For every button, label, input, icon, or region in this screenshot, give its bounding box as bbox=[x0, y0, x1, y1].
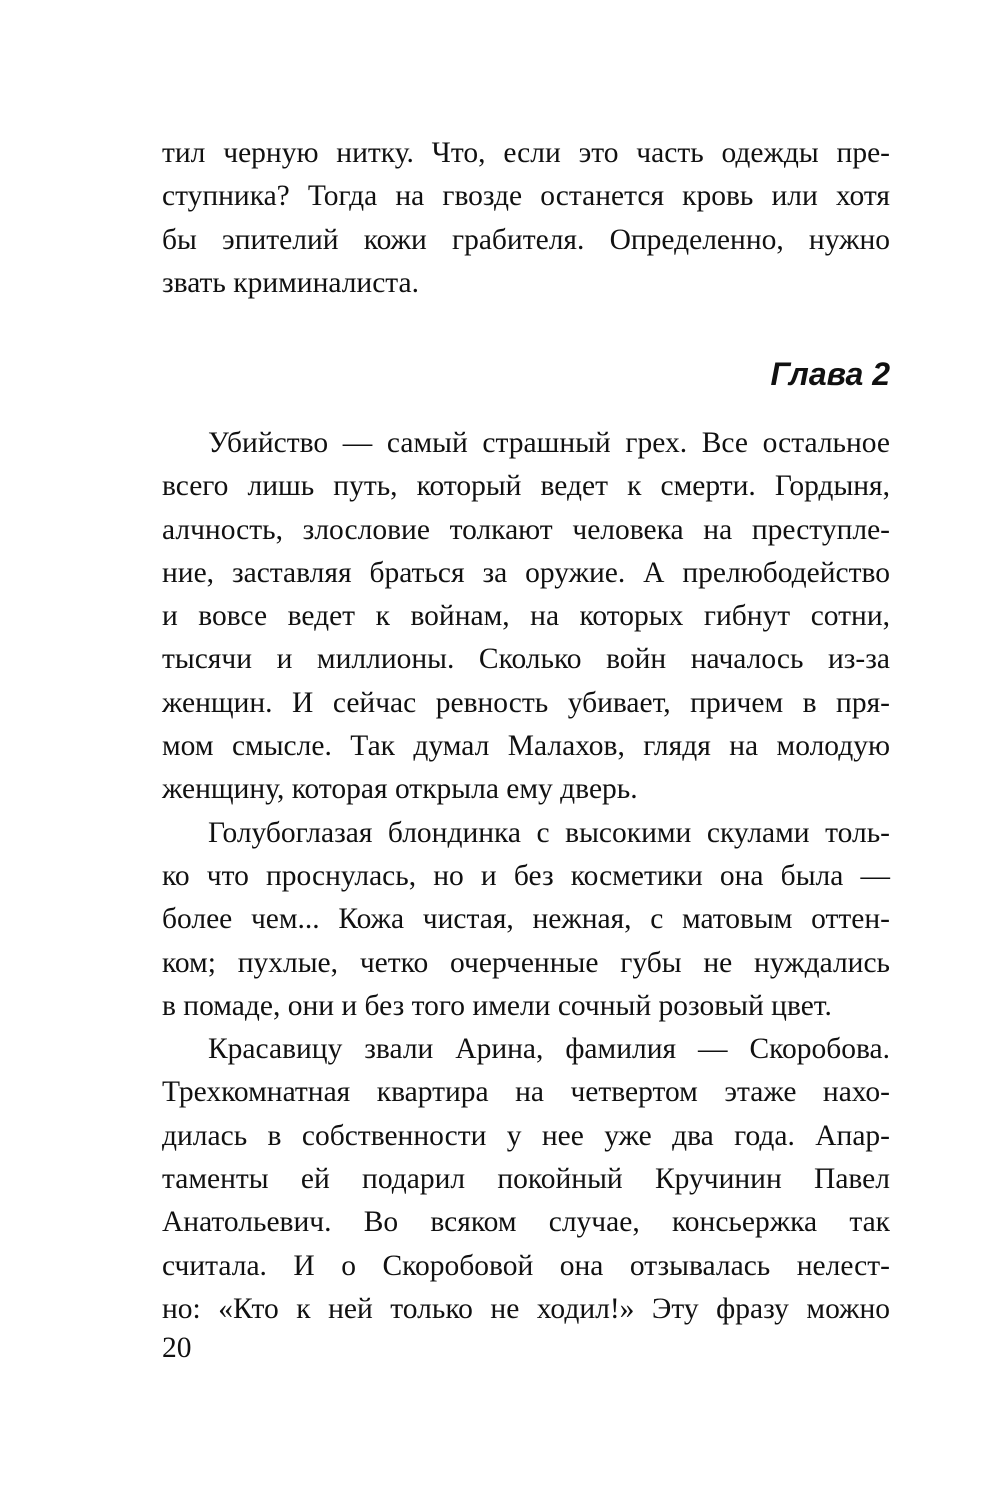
text-line: алчность, злословие толкают человека на преступле- bbox=[162, 513, 890, 546]
text-line: тил черную нитку. Что, если это часть одежды пре- bbox=[162, 137, 890, 169]
text-line: Трехкомнатная квартира на четвертом этаже нахо- bbox=[162, 1076, 890, 1109]
text-line: женщину, которая открыла ему дверь. bbox=[162, 773, 638, 806]
text-line: более чем... Кожа чистая, нежная, с матовым оттен- bbox=[162, 903, 890, 936]
text-line: Анатольевич. Во всяком случае, консьержка так bbox=[162, 1206, 890, 1239]
text-line: но: «Кто к ней только не ходил!» Эту фразу можно bbox=[162, 1292, 890, 1325]
text-line: тысячи и миллионы. Сколько войн началось из-за bbox=[162, 643, 890, 676]
text-line: ком; пухлые, четко очерченные губы не нуждались bbox=[162, 946, 890, 979]
text-line: таменты ей подарил покойный Кручинин Павел bbox=[162, 1163, 890, 1196]
text-line: ступника? Тогда на гвозде останется кровь или хотя bbox=[162, 180, 890, 213]
text-line: Голубоглазая блондинка с высокими скулами толь- bbox=[208, 816, 890, 849]
text-line: Красавицу звали Арина, фамилия — Скоробова. bbox=[208, 1033, 890, 1066]
text-line: мом смысле. Так думал Малахов, глядя на молодую bbox=[162, 730, 890, 763]
page-number: 20 bbox=[162, 1332, 192, 1364]
chapter-heading: Глава 2 bbox=[770, 356, 890, 392]
text-line: Убийство — самый страшный грех. Все остальное bbox=[208, 427, 890, 459]
text-line: считала. И о Скоробовой она отзывалась нелест- bbox=[162, 1249, 890, 1282]
chapter-body bbox=[162, 422, 890, 1331]
text-line: бы эпителий кожи грабителя. Определенно, нужно bbox=[162, 223, 890, 256]
text-line: ние, заставляя браться за оружие. А прелюбодейство bbox=[162, 556, 890, 589]
text-line: ко что проснулась, но и без косметики она была — bbox=[162, 859, 890, 892]
text-line: всего лишь путь, который ведет к смерти. Гордыня, bbox=[162, 470, 890, 503]
text-line: в помаде, они и без того имели сочный розовый цвет. bbox=[162, 989, 832, 1022]
text-line: дилась в собственности у нее уже два года. Апар- bbox=[162, 1119, 890, 1152]
text-line: звать криминалиста. bbox=[162, 266, 420, 299]
text-line: женщин. И сейчас ревность убивает, причем в пря- bbox=[162, 686, 890, 719]
intro-paragraph bbox=[162, 132, 890, 305]
text-line: и вовсе ведет к войнам, на которых гибнут сотни, bbox=[162, 600, 890, 633]
